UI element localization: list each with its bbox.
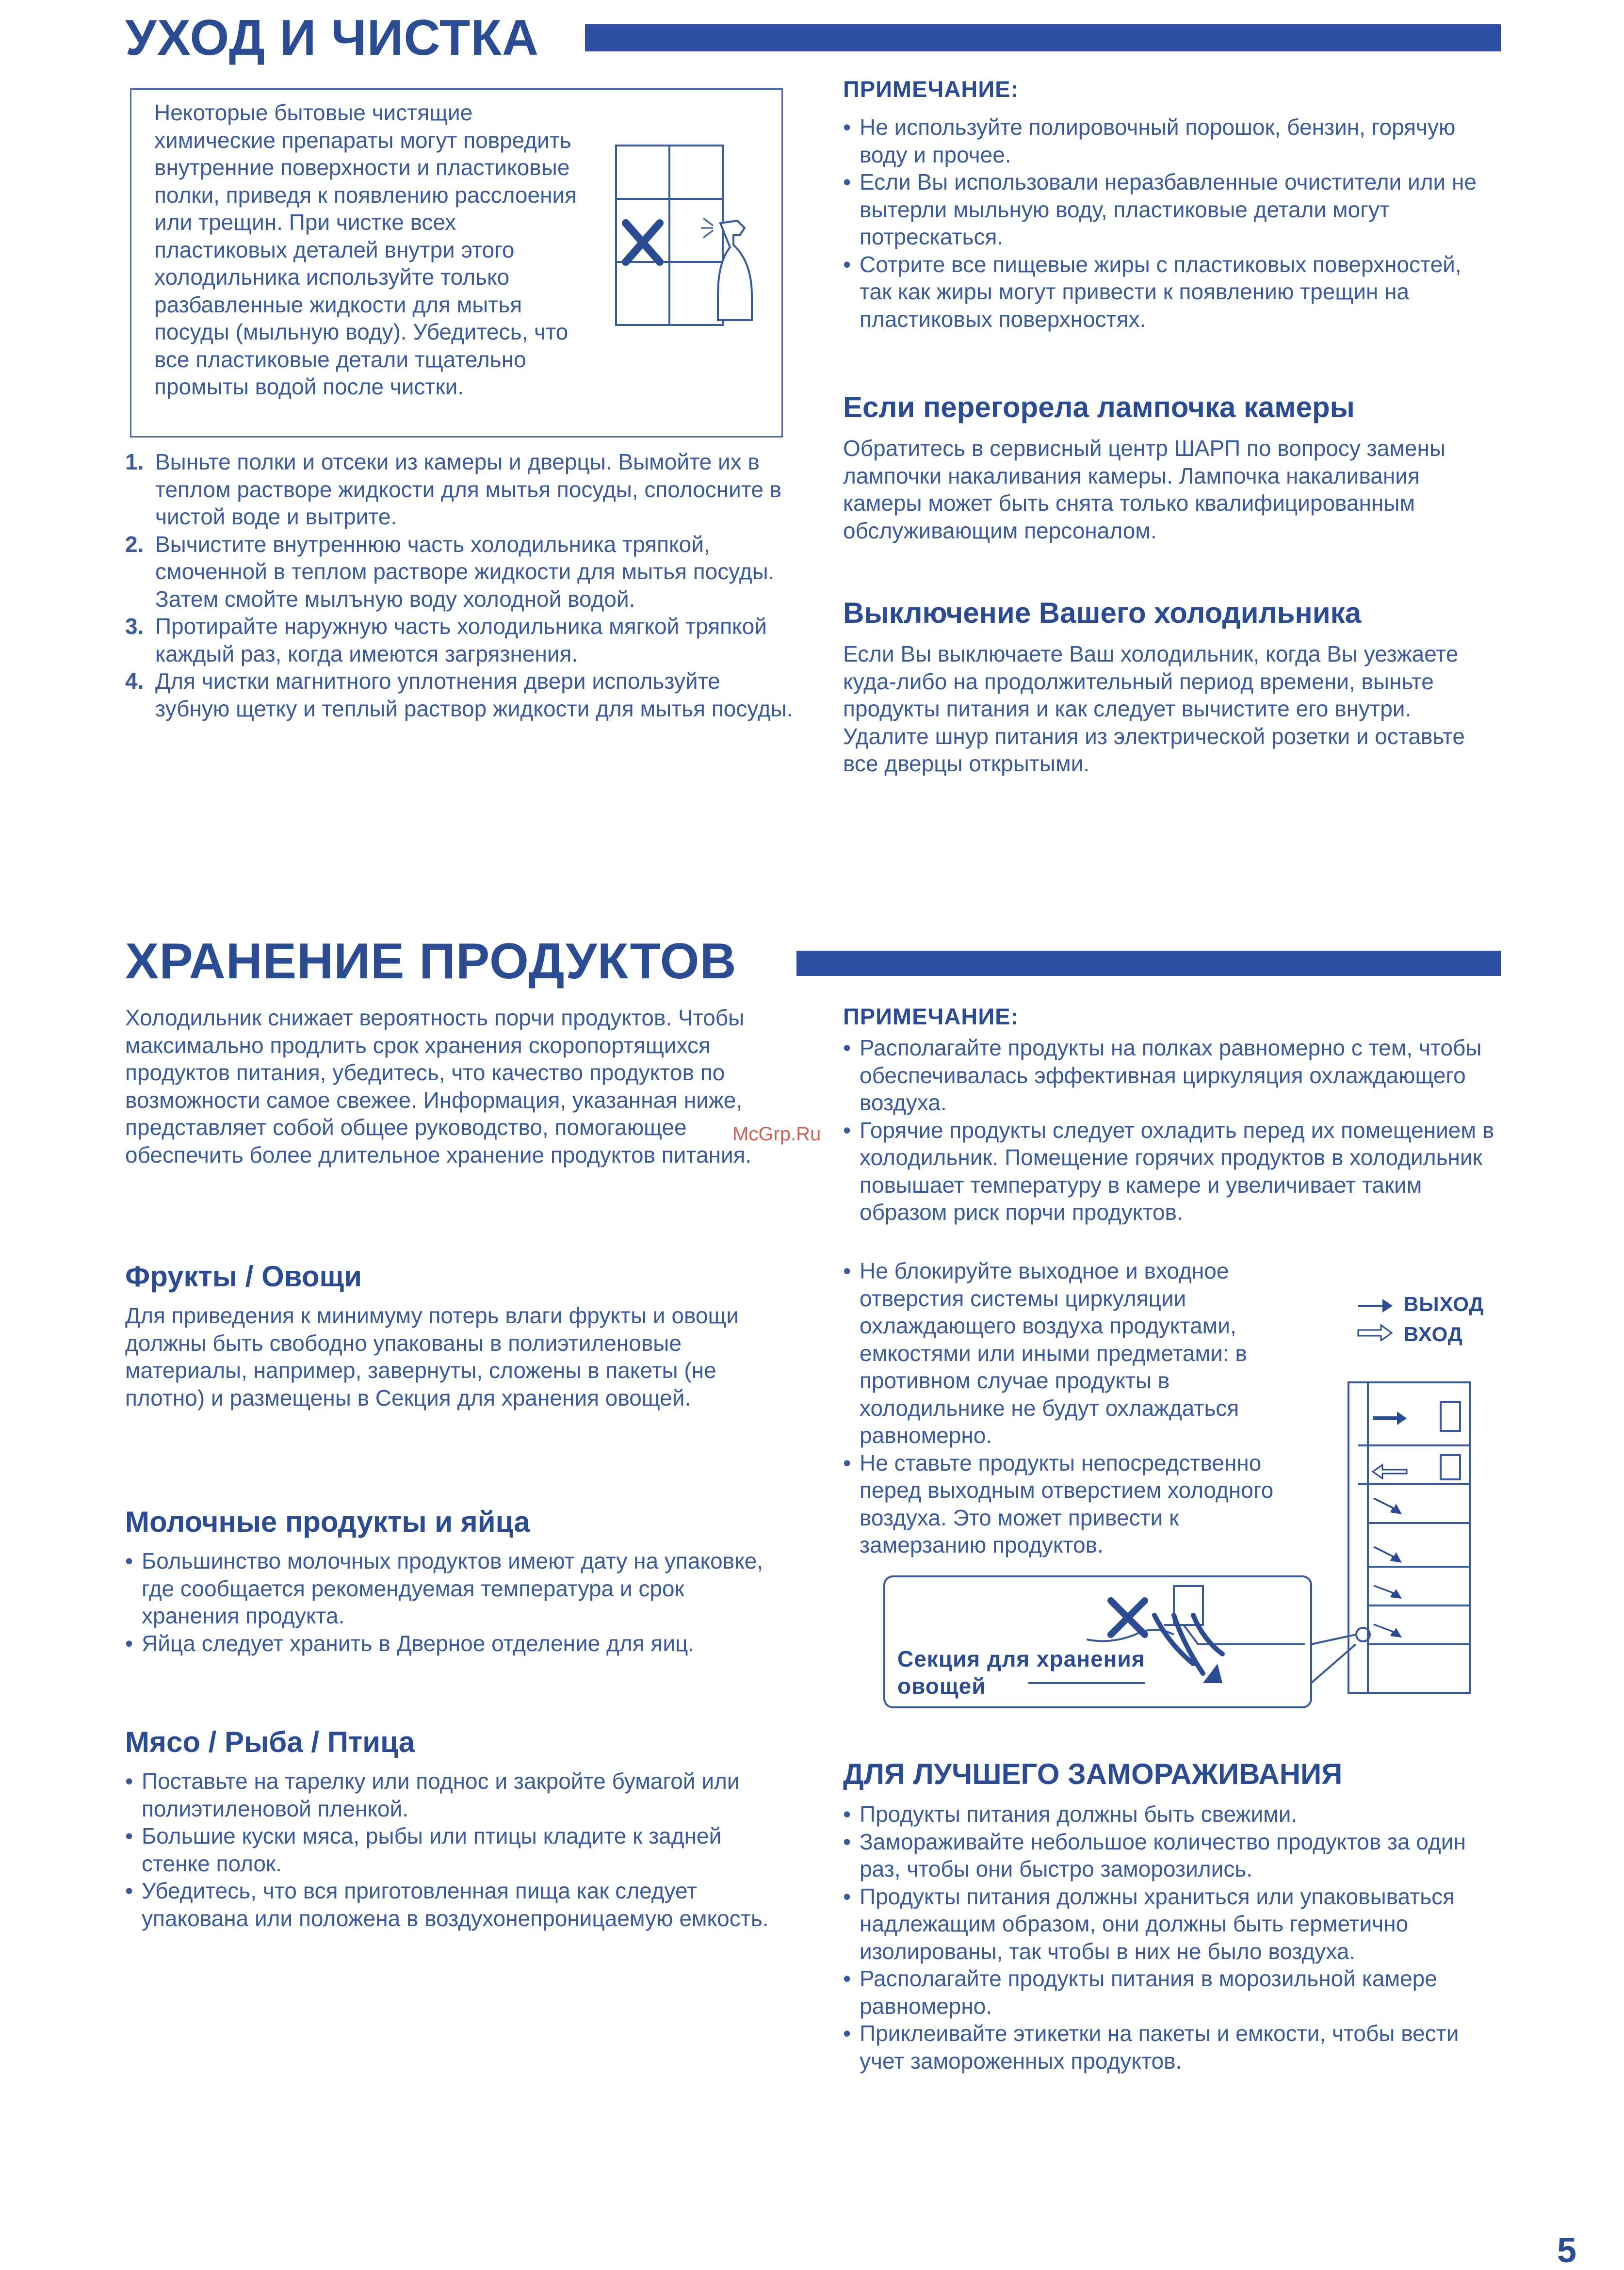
storage-note-item: • Не ставьте продукты непосредственно перед выходным отверстием холодного воздуха. Это может привести к замерзанию продуктов. — [843, 1449, 1309, 1559]
freeze-item: • Замораживайте небольшое количество продуктов за один раз, чтобы они быстро заморозились. — [843, 1828, 1498, 1883]
dairy-list — [125, 1547, 785, 1657]
inlet-arrow-icon — [1358, 1325, 1392, 1341]
dairy-title: Молочные продукты и яйца — [125, 1506, 530, 1538]
lamp-title: Если перегорела лампочка камеры — [843, 391, 1355, 423]
care-note-item: • Не используйте полировочный порошок, бензин, горячую воду и прочее. — [843, 114, 1493, 168]
care-step: 3. Протирайте наружную часть холодильника мягкой тряпкой каждый раз, когда имеются загрязнения. — [125, 614, 767, 666]
meat-list — [125, 1767, 785, 1932]
prohibited-x-icon — [626, 223, 660, 262]
storage-intro: Холодильник снижает вероятность порчи продуктов. Чтобы максимально продлить срок хранения скоропортящихся продуктов питания, убедитесь, что качество продуктов по возможности самое свежее. Информация, указанная ниже, представляет собой общее руководство, помогающее обеспечить более длительное хранение продуктов питания. — [125, 1005, 752, 1167]
outlet-arrow-icon — [1358, 1299, 1393, 1313]
freeze-title: ДЛЯ ЛУЧШЕГО ЗАМОРАЖИВАНИЯ — [843, 1758, 1343, 1790]
storage-title-bar — [796, 951, 1501, 976]
care-note-item: • Сотрите все пищевые жиры с пластиковых поверхностей, так как жиры могут привести к появлению трещин на пластиковых поверхностях. — [843, 251, 1493, 333]
freeze-item: • Располагайте продукты питания в морозильной камере равномерно. — [843, 1965, 1498, 2020]
care-step: 1. Выньте полки и отсеки из камеры и дверцы. Вымойте их в теплом растворе жидкости для мытья посуды, сполосните в чистой воде и вытрите. — [125, 449, 782, 529]
care-notes — [843, 114, 1493, 333]
care-note-item: • Если Вы использовали неразбавленные очистители или не вытерли мыльную воду, пластиковые детали могут потрескаться. — [843, 168, 1493, 251]
care-title: УХОД И ЧИСТКА — [125, 10, 539, 66]
storage-note-item: • Располагайте продукты на полках равномерно с тем, чтобы обеспечивалась эффективная циркуляция охлаждающего воздуха. — [843, 1034, 1498, 1117]
blocked-x-icon — [1111, 1601, 1145, 1635]
off-title: Выключение Вашего холодильника — [843, 597, 1362, 629]
care-steps — [125, 448, 795, 722]
dairy-item: • Большинство молочных продуктов имеют дату на упаковке, где сообщается рекомендуемая температура и срок хранения продукта. — [125, 1547, 785, 1630]
page-number: 5 — [1557, 2231, 1577, 2270]
meat-item: • Убедитесь, что вся приготовленная пища как следует упакована или положена в воздухонепроницаемую емкость. — [125, 1877, 785, 1932]
airflow-legend-icons — [1356, 1292, 1395, 1341]
storage-note-item: • Горячие продукты следует охладить перед их помещением в холодильник. Помещение горячих продуктов в холодильник повышает температуру в камере и увеличивает таким образом риск порчи продуктов. — [843, 1117, 1498, 1226]
spray-cleaning-illustration — [606, 141, 766, 335]
freeze-list — [843, 1800, 1498, 2075]
fruits-text: Для приведения к минимуму потерь влаги фрукты и овощи должны быть свободно упакованы в полиэтиленовые материалы, например, завернуты, сложены в пакеты (не плотно) и размещены в Секция для хранения овощей. — [125, 1303, 739, 1411]
warning-text: Некоторые бытовые чистящие химические препараты могут повредить внутренние поверхности и пластиковые полки, приведя к появлению расслоения или трещин. При чистке всех пластиковых деталей внутри этого холодильника используйте только разбавленные жидкости для мытья посуды (мыльную воду). Убедитесь, что все пластиковые детали тщательно промыты водой после чистки. — [154, 100, 577, 399]
off-text: Если Вы выключаете Ваш холодильник, когда Вы уезжаете куда-либо на продолжительный период времени, выньте продукты питания и как следует вычистите его внутри. Удалите шнур питания из электрической розетки и оставьте все дверцы открытыми. — [843, 641, 1465, 776]
legend-out-label: ВЫХОД — [1404, 1293, 1484, 1315]
watermark: McGrp.Ru — [732, 1123, 821, 1145]
freeze-item: • Приклеивайте этикетки на пакеты и емкости, чтобы вести учет замороженных продуктов. — [843, 2020, 1498, 2075]
fruits-title: Фрукты / Овощи — [125, 1260, 362, 1293]
care-title-bar — [585, 24, 1501, 51]
meat-title: Мясо / Рыба / Птица — [125, 1726, 415, 1758]
storage-note-title: ПРИМЕЧАНИЕ: — [843, 1004, 1019, 1029]
storage-title: ХРАНЕНИЕ ПРОДУКТОВ — [125, 933, 737, 989]
veg-section-label: Секция для хранения овощей — [897, 1646, 1145, 1699]
meat-item: • Большие куски мяса, рыбы или птицы кладите к задней стенке полок. — [125, 1822, 785, 1877]
care-note-title: ПРИМЕЧАНИЕ: — [843, 76, 1019, 102]
storage-note-item: • Не блокируйте выходное и входное отверстия системы циркуляции охлаждающего воздуха продуктами, емкостями или иными предметами: в противном случае продукты в холодильнике не будут охлаждаться равномерно. — [843, 1257, 1309, 1449]
dairy-item: • Яйца следует хранить в Дверное отделение для яиц. — [125, 1630, 785, 1657]
storage-notes-a — [843, 1034, 1498, 1226]
freeze-item: • Продукты питания должны храниться или упаковываться надлежащим образом, они должны быть герметично изолированы, так чтобы в них не было воздуха. — [843, 1883, 1498, 1965]
care-step: 2. Вычистите внутреннюю часть холодильника тряпкой, смоченной в теплом растворе жидкости для мытья посуды. Затем смойте мылъную воду холодной водой. — [125, 531, 775, 612]
care-step: 4. Для чистки магнитного уплотнения двери используйте зубную щетку и теплый раствор жидкости для мытья посуды. — [125, 668, 793, 721]
lamp-text: Обратитесь в сервисный центр ШАРП по вопросу замены лампочки накаливания камеры. Лампочка накаливания камеры может быть снята только квалифицированным обслуживающим персоналом. — [843, 436, 1445, 543]
meat-item: • Поставьте на тарелку или поднос и закройте бумагой или полиэтиленовой пленкой. — [125, 1767, 785, 1822]
legend-in-label: ВХОД — [1404, 1323, 1463, 1346]
freeze-item: • Продукты питания должны быть свежими. — [843, 1800, 1498, 1828]
